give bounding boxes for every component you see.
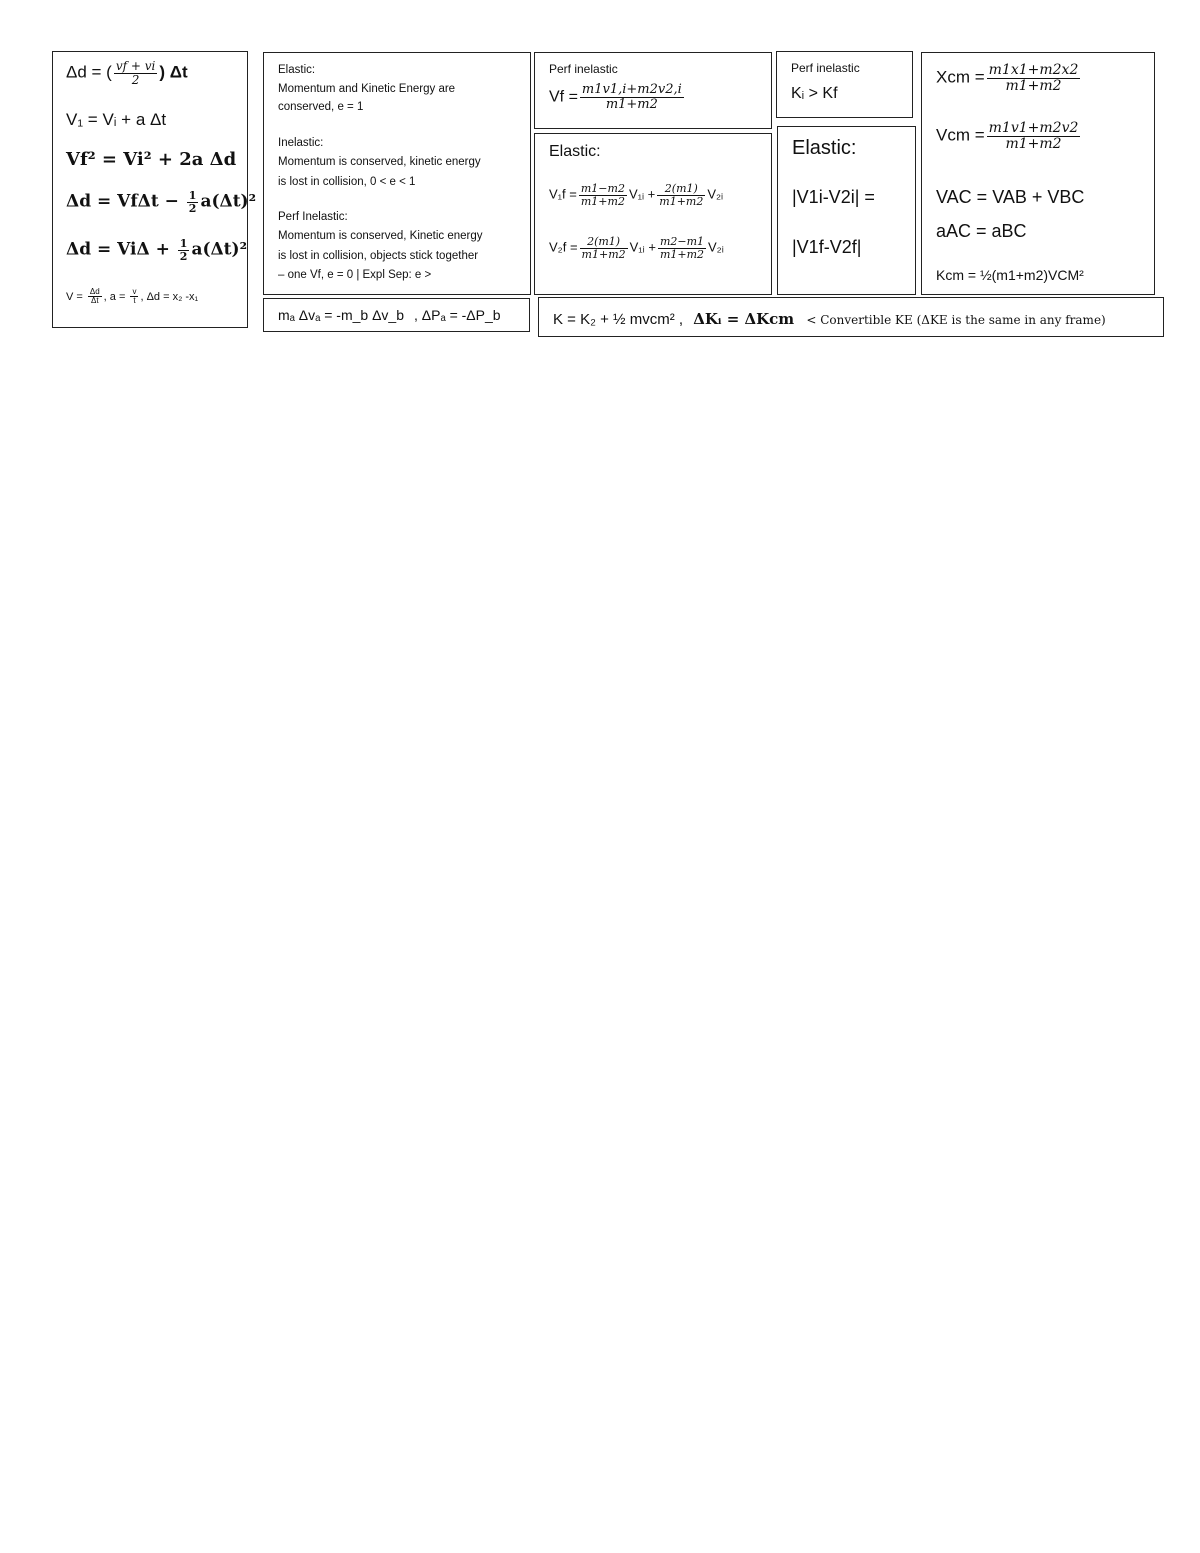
perf-inelastic-velocity-box [534, 52, 772, 129]
elastic-relative-velocity-box [777, 126, 916, 295]
elastic-v1f-equation: V₁f = $\frac{m1-m2}{m1+m2}$ V₁ᵢ + $\frac{2(m1)}{m1+m2}$ V₂ᵢ [549, 182, 724, 208]
elastic-v2f-equation: V₂f = $\frac{2(m1)}{m1+m2}$ V₁ᵢ + $\frac{m2-m1}{m1+m2}$ V₂ᵢ [549, 235, 724, 261]
perf-inelastic-description-3: – one Vf, e = 0 | Expl Sep: e > [278, 269, 432, 281]
perf-inelastic-energy-box [776, 51, 913, 118]
displacement-final-velocity-equation: Δd = VfΔt − $\frac{1}{2}$ a(Δt)² [66, 189, 257, 215]
relative-velocity-final: |V1f-V2f| [792, 237, 862, 257]
perf-inelastic-energy-title: Perf inelastic [791, 61, 860, 75]
perf-inelastic-heading: Perf Inelastic: [278, 211, 348, 223]
center-of-mass-box [921, 52, 1155, 295]
elastic-description-2: conserved, e = 1 [278, 101, 364, 113]
delta-d-average-velocity: Δd = ( $\frac{vf + vi}{2}$ ) Δt [66, 59, 188, 87]
relative-velocity-initial: |V1i-V2i| = [792, 187, 875, 207]
perf-inelastic-velocity-title: Perf inelastic [549, 62, 618, 76]
relative-acceleration: aAC = aBC [936, 221, 1027, 241]
kinetic-energy-box [538, 297, 1164, 337]
velocity-acceleration-definitions: V = $\frac{\Delta d}{\Delta t}$ , a = $\frac{v}{t}$ , Δd = x₂ -x₁ [66, 287, 199, 306]
elastic-velocities-title: Elastic: [549, 143, 601, 160]
momentum-exchange-box [263, 298, 530, 332]
inelastic-description-2: is lost in collision, 0 < e < 1 [278, 176, 416, 188]
kinetic-energy-decomposition: K = K₂ + ½ mvcm² , ΔKᵢ = ΔKcm < Convertible KE (ΔKE is the same in any frame) [553, 310, 1106, 328]
velocity-squared-equation: Vf² = Vi² + 2a Δd [66, 149, 237, 170]
perf-inelastic-final-velocity-equation: Vf = $\frac{m1v1,i+m2v2,i}{m1+m2}$ [549, 82, 682, 112]
momentum-exchange-equation: mₐ Δvₐ = -m_b Δv_b , ΔPₐ = -ΔP_b [278, 307, 501, 323]
elastic-relative-title: Elastic: [792, 137, 857, 159]
final-velocity-equation: V₁ = Vᵢ + a Δt [66, 110, 167, 129]
relative-velocity-addition: VAC = VAB + VBC [936, 187, 1085, 207]
center-of-mass-velocity-equation: Vcm = $\frac{m1v1+m2v2}{m1+m2}$ [936, 120, 1079, 152]
collision-types-box [263, 52, 531, 295]
displacement-initial-velocity-equation: Δd = ViΔ + $\frac{1}{2}$ a(Δt)² [66, 237, 248, 263]
elastic-description-1: Momentum and Kinetic Energy are [278, 83, 456, 95]
center-of-mass-kinetic-energy: Kcm = ½(m1+m2)VCM² [936, 267, 1084, 283]
inelastic-description-1: Momentum is conserved, kinetic energy [278, 156, 481, 168]
kinematics-box [52, 51, 257, 328]
perf-inelastic-description-2: is lost in collision, objects stick together [278, 250, 479, 262]
perf-inelastic-description-1: Momentum is conserved, Kinetic energy [278, 230, 483, 242]
elastic-heading: Elastic: [278, 64, 316, 76]
kinetic-energy-inequality: Kᵢ > Kf [791, 85, 838, 102]
center-of-mass-position-equation: Xcm = $\frac{m1x1+m2x2}{m1+m2}$ [936, 62, 1079, 94]
inelastic-heading: Inelastic: [278, 137, 324, 149]
elastic-velocities-box [534, 133, 772, 295]
